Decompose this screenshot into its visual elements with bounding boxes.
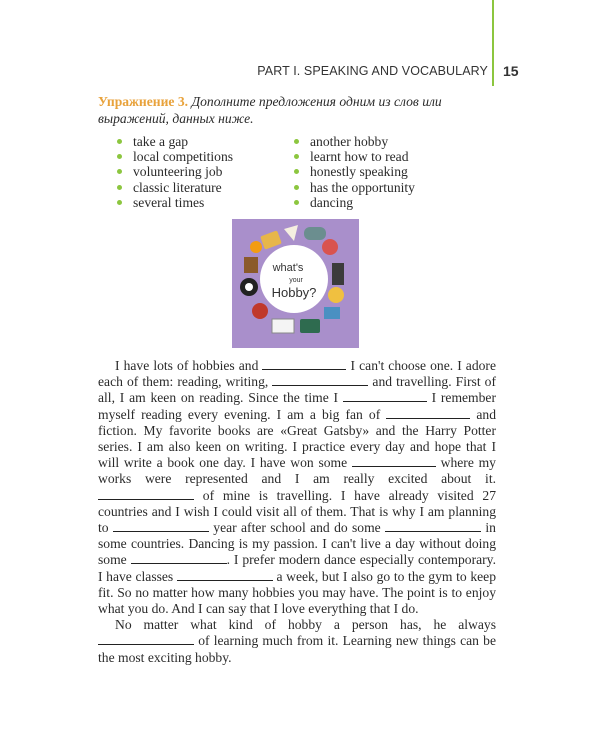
answer-blank[interactable]	[272, 375, 368, 386]
passage	[98, 358, 496, 666]
list-item: has the opportunity	[294, 180, 415, 195]
list-item: learnt how to read	[294, 149, 415, 164]
word-list-left	[117, 134, 233, 210]
list-item: dancing	[294, 195, 415, 210]
section-title: PART I. SPEAKING AND VOCABULARY	[257, 64, 488, 78]
hobby-illustration	[232, 219, 359, 348]
word-list-right	[294, 134, 415, 210]
illustration-text-line2: your	[289, 277, 303, 284]
answer-blank[interactable]	[352, 456, 436, 467]
illustration-text-line1: what's	[272, 262, 304, 274]
answer-blank[interactable]	[177, 570, 273, 581]
answer-blank[interactable]	[98, 489, 194, 500]
list-item: volunteering job	[117, 164, 233, 179]
passage-paragraph-1: I have lots of hobbies and I can't choose one. I adore each of them: reading, writing, and travelling. First of all, I am keen on reading. Since the time I I remember myself reading every evening. I am a big fan of and fiction. My favorite books are «Great Gatsby» and the Harry Potter series. I am also keen on writing. I practice every day and hope that I will write a book one day. I have won some where my works were represented and I am really excited about it. of mine is travelling. I have already visited 27 countries and I wish I could visit all of them. That is why I am planning to year after school and do some in some countries. Dancing is my passion. I can't live a day without doing some . I prefer modern dance especially contemporary. I have classes a week, but I also go to the gym to keep fit. So no matter how many hobbies you may have. The point is to enjoy what you do. And I can say that I love everything that I do.	[98, 358, 497, 617]
illustration-text-line3: Hobby?	[271, 285, 317, 300]
list-item: local competitions	[117, 149, 233, 164]
list-item: take a gap	[117, 134, 233, 149]
passage-paragraph-2: No matter what kind of hobby a person has, he always of learning much from it. Learning new things can be the most exciting hobby.	[98, 617, 496, 665]
answer-blank[interactable]	[385, 521, 481, 532]
exercise-heading	[98, 93, 498, 127]
page-header	[0, 62, 600, 82]
list-item: several times	[117, 195, 233, 210]
list-item: classic literature	[117, 180, 233, 195]
answer-blank[interactable]	[131, 553, 227, 564]
answer-blank[interactable]	[343, 391, 427, 402]
exercise-instruction: Дополните предложения одним из слов или выражений, данных ниже.	[98, 94, 442, 126]
list-item: honestly speaking	[294, 164, 415, 179]
answer-blank[interactable]	[262, 359, 346, 370]
answer-blank[interactable]	[98, 634, 194, 645]
answer-blank[interactable]	[386, 408, 470, 419]
page-number: 15	[503, 63, 519, 79]
answer-blank[interactable]	[113, 521, 209, 532]
list-item: another hobby	[294, 134, 415, 149]
exercise-label: Упражнение 3.	[98, 94, 189, 109]
